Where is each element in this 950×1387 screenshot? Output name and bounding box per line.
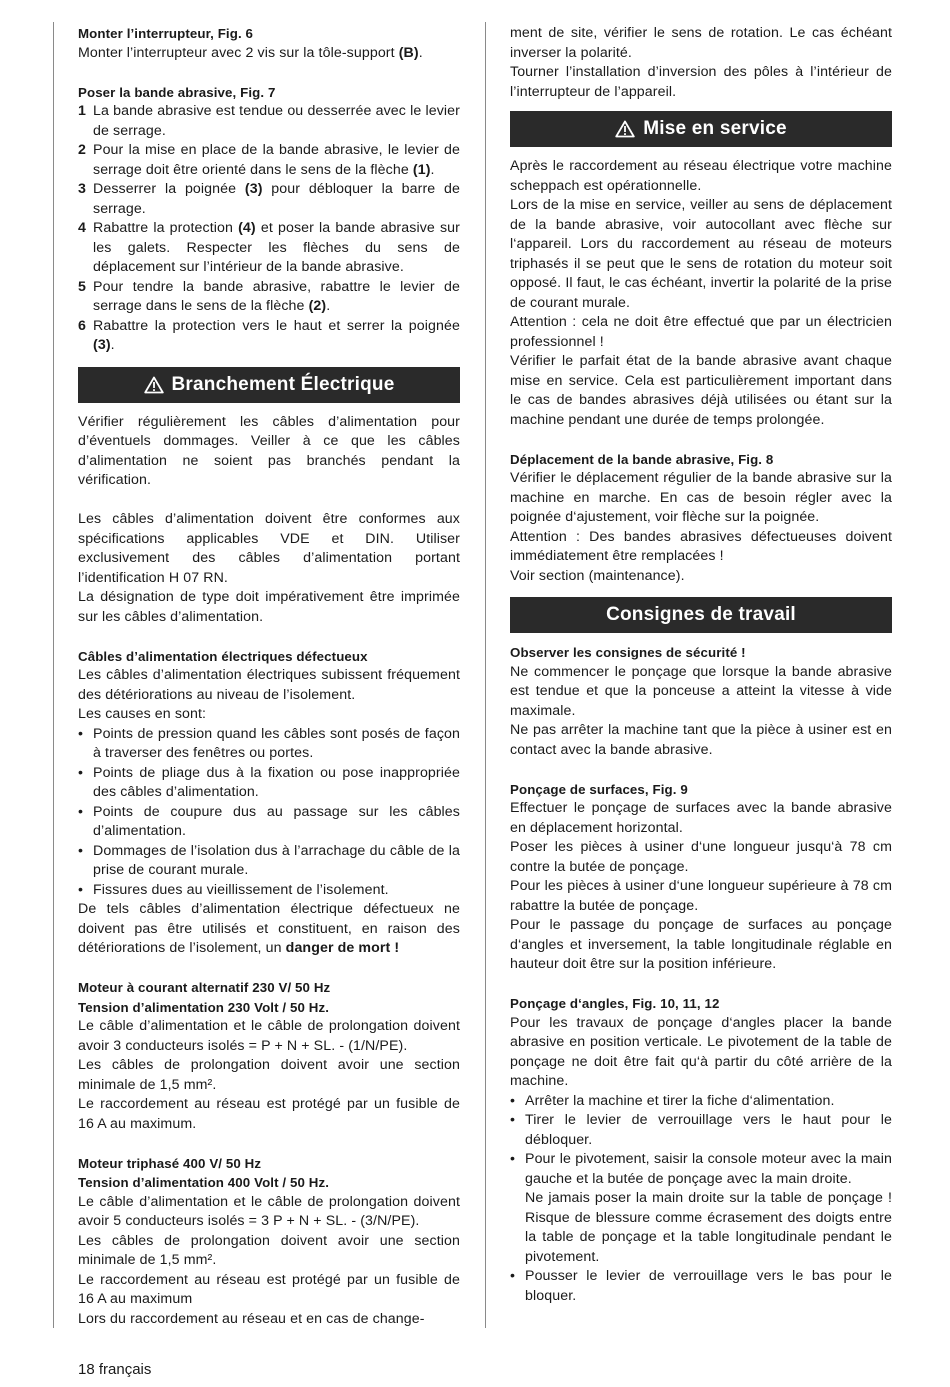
paragraph: Les câbles d’alimentation doivent être conformes aux spécifications applicables VDE et DIN. Utiliser exclusivement des câbles d’alimentation portant l’identification H 07 RN.: [78, 511, 460, 586]
bullet-item: • Tirer le levier de verrouillage vers le haut pour le débloquer.: [510, 1112, 892, 1148]
paragraph: Voir section (maintenance).: [510, 567, 685, 584]
paragraph: Le raccordement au réseau est protégé par un fusible de 16 A au maximum.: [78, 1096, 460, 1132]
section-heading: Observer les consignes de sécurité !: [510, 645, 746, 660]
paragraph: Les câbles d’alimentation électriques subissent fréquement des détériorations au niveau de l’isolement.: [78, 667, 460, 703]
bullet-item: • Points de pression quand les câbles sont posés de façon à traverser des fenêtres ou portes.: [78, 725, 460, 761]
section-heading: Tension d’alimentation 400 Volt / 50 Hz.: [78, 1175, 330, 1190]
paragraph: Les câbles de prolongation doivent avoir une section minimale de 1,5 mm².: [78, 1057, 460, 1093]
paragraph: Tourner l’installation d’inversion des pôles à l’intérieur de l’interrupteur de l’appareil.: [510, 64, 892, 100]
section-heading: Câbles d’alimentation électriques défectueux: [78, 648, 368, 664]
bullet-item: • Points de coupure dus au passage sur les câbles d’alimentation.: [78, 803, 460, 839]
warning-triangle-icon: [615, 120, 635, 138]
paragraph: Pour le passage du ponçage de surfaces au ponçage d‘angles et inversement, la table longitudinale réglable en hauteur doit être sur la position inférieure.: [510, 917, 892, 972]
paragraph: Vérifier régulièrement les câbles d’alimentation pour d’éventuels dommages. Veiller à ce que les câbles d’alimentation ne soient pas branchés pendant la vérification.: [78, 413, 460, 488]
section-heading: Moteur triphasé 400 V/ 50 Hz: [78, 1155, 262, 1171]
numbered-step: 2 Pour la mise en place de la bande abrasive, le levier de serrage doit être orienté dans le sens de la flèche (1).: [78, 142, 460, 178]
numbered-step: 5 Pour tendre la bande abrasive, rabattre le levier de serrage dans le sens de la flèche (2).: [78, 278, 460, 314]
section-heading: Monter l’interrupteur, Fig. 6: [78, 26, 254, 41]
bullet-item: • Points de pliage dus à la fixation ou pose inappropriée des câbles d’alimentation.: [78, 764, 460, 800]
bullet-item: • Pousser le levier de verrouillage vers le bas pour le bloquer.: [510, 1268, 892, 1304]
paragraph: La désignation de type doit impérativement être imprimée sur les câbles d’alimentation.: [78, 589, 460, 625]
paragraph: De tels câbles d’alimentation électrique défectueux ne doivent pas être utilisés et constituent, en raison des détériorations de l’isolement, un danger de mort !: [78, 901, 460, 956]
paragraph: Vérifier le déplacement régulier de la bande abrasive sur la machine en marche. En cas de besoin régler avec la poignée d‘ajustement, voir flèche sur la poignée.: [510, 470, 892, 525]
section-heading: Déplacement de la bande abrasive, Fig. 8: [510, 451, 774, 467]
warning-triangle-icon: [144, 376, 164, 394]
paragraph: Pour les pièces à usiner d‘une longueur supérieure à 78 cm rabattre la butée de ponçage.: [510, 878, 892, 914]
bullet-item: • Dommages de l’isolation dus à l’arrachage du câble de la prise de courant murale.: [78, 842, 460, 878]
right-column: [510, 24, 892, 1306]
paragraph: Vérifier le parfait état de la bande abrasive avant chaque mise en service. Cela est particulièrement important dans le cas de bandes abrasives déjà utilisées ou étant sur la machine pendant une durée de temps prolongée.: [510, 353, 892, 428]
numbered-step: 6 Rabattre la protection vers le haut et serrer la poignée (3).: [78, 317, 460, 353]
paragraph: ment de site, vérifier le sens de rotation. Le cas échéant inverser la polarité.: [510, 25, 892, 61]
paragraph: Le câble d’alimentation et le câble de prolongation doivent avoir 3 conducteurs isolés = P + N + SL. - (1/N/PE).: [78, 1018, 460, 1054]
paragraph: Après le raccordement au réseau électrique votre machine scheppach est opérationnelle.: [510, 158, 892, 194]
paragraph: Lors de la mise en service, veiller au sens de déplacement de la bande abrasive, voir autocollant avec flèche sur l‘appareil. Lors du raccordement au réseau de moteurs triphasés il se peut que le sens de rotation du moteur soit opposé. Il faut, le cas échéant, invertir la polarité de la prise de courant murale.: [510, 197, 892, 311]
numbered-step: 1 La bande abrasive est tendue ou desserrée avec le levier de serrage.: [78, 103, 460, 139]
paragraph: Monter l’interrupteur avec 2 vis sur la tôle-support (B).: [78, 44, 423, 61]
bullet-item: • Arrêter la machine et tirer la fiche d‘alimentation.: [510, 1092, 835, 1109]
paragraph: Attention : cela ne doit être effectué que par un électricien professionnel !: [510, 314, 892, 350]
section-banner: Mise en service: [510, 111, 892, 147]
paragraph: Ne commencer le ponçage que lorsque la bande abrasive est tendue et que la ponceuse a atteint la vitesse à vide maximale.: [510, 663, 892, 719]
section-heading: Poser la bande abrasive, Fig. 7: [78, 84, 276, 100]
numbered-step: 4 Rabattre la protection (4) et poser la bande abrasive sur les galets. Respecter les flèches du sens de déplacement sur l’intérieur de la bande abrasive.: [78, 220, 460, 275]
section-banner: Consignes de travail: [510, 597, 892, 633]
paragraph: Le raccordement au réseau est protégé par un fusible de 16 A au maximum: [78, 1271, 460, 1307]
left-margin-rule: [53, 22, 54, 1328]
section-banner: Branchement Électrique: [78, 367, 460, 403]
paragraph: Le câble d’alimentation et le câble de prolongation doivent avoir 5 conducteurs isolés = 3 P + N + SL. - (3/N/PE).: [78, 1193, 460, 1229]
paragraph: Ne pas arrêter la machine tant que la pièce à usiner est en contact avec la bande abrasive.: [510, 722, 892, 758]
section-heading: Ponçage d‘angles, Fig. 10, 11, 12: [510, 996, 720, 1011]
left-column: [78, 24, 460, 1329]
paragraph: Les câbles de prolongation doivent avoir une section minimale de 1,5 mm².: [78, 1232, 460, 1268]
paragraph: Attention : Des bandes abrasives défectueuses doivent immédiatement être remplacées !: [510, 528, 892, 564]
numbered-step: 3 Desserrer la poignée (3) pour débloquer la barre de serrage.: [78, 181, 460, 217]
paragraph: Effectuer le ponçage de surfaces avec la bande abrasive en déplacement horizontal.: [510, 800, 892, 836]
bullet-note: Ne jamais poser la main droite sur la table de ponçage ! Risque de blessure comme écrasement des doigts entre la table de ponçage et la table longitudinale pendant le pivotement.: [525, 1190, 892, 1265]
section-heading: Tension d’alimentation 230 Volt / 50 Hz.: [78, 999, 330, 1015]
paragraph: Pour les travaux de ponçage d‘angles placer la bande abrasive en position verticale. Le pivotement de la table de ponçage ne doit être fait qu‘à partir du côté arrière de la machine.: [510, 1014, 892, 1089]
bullet-item: • Pour le pivotement, saisir la console moteur avec la main gauche et la butée de ponçage avec la main droite.: [510, 1151, 892, 1187]
page-footer: 18 français: [78, 1361, 152, 1378]
paragraph: Poser les pièces à usiner d‘une longueur jusqu‘à 78 cm contre la butée de ponçage.: [510, 839, 892, 875]
bullet-item: • Fissures dues au vieillissement de l’isolement.: [78, 881, 389, 898]
column-divider-rule: [485, 22, 486, 1328]
paragraph: Les causes en sont:: [78, 706, 207, 722]
section-heading: Ponçage de surfaces, Fig. 9: [510, 781, 688, 797]
paragraph: Lors du raccordement au réseau et en cas de change-: [78, 1310, 425, 1327]
section-heading: Moteur à courant alternatif 230 V/ 50 Hz: [78, 980, 331, 995]
